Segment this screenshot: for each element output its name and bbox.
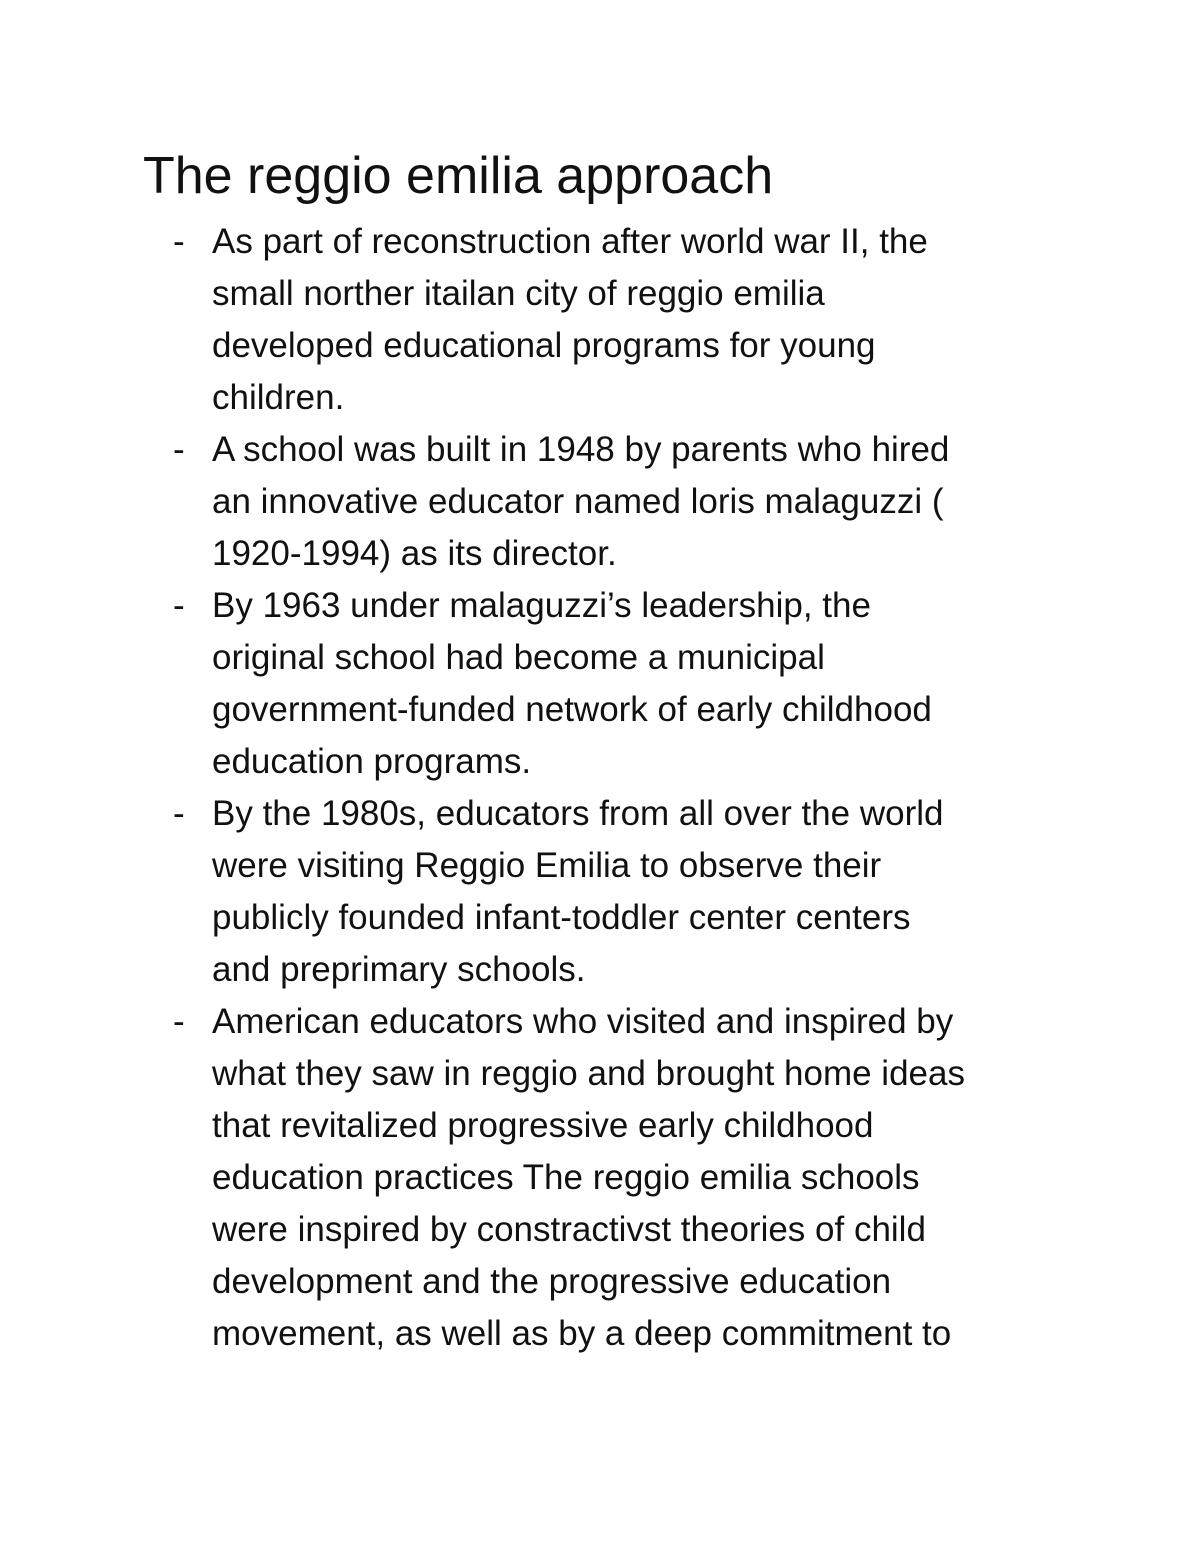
bullet-text [212,424,1073,580]
text-line: and preprimary schools. [212,950,586,989]
text-line: government-funded network of early childhood [212,690,932,729]
bullet-dash-marker: - [173,430,185,469]
text-line: publicly founded infant-toddler center centers [212,898,911,937]
bullet-dash-marker: - [173,222,185,261]
text-line: American educators who visited and inspired by [212,1002,954,1041]
text-line: children. [212,378,345,417]
bullet-list [173,216,1073,1360]
text-line: developed educational programs for young [212,326,876,365]
text-line: that revitalized progressive early childhood [212,1106,874,1145]
bullet-item [173,996,1073,1360]
text-line: As part of reconstruction after world war II, the [212,222,928,261]
bullet-item [173,216,1073,424]
text-line: original school had become a municipal [212,638,825,677]
text-line: an innovative educator named loris malaguzzi ( [212,482,944,521]
bullet-dash-marker: - [173,1002,185,1041]
bullet-item [173,424,1073,580]
text-line: 1920-1994) as its director. [212,534,617,573]
bullet-text [212,788,1073,996]
text-line: education programs. [212,742,532,781]
text-line: what they saw in reggio and brought home ideas [212,1054,965,1093]
bullet-text [212,216,1073,424]
document-title: The reggio emilia approach [143,147,774,205]
bullet-dash-marker: - [173,794,185,833]
text-line: were inspired by constractivst theories of child [212,1210,926,1249]
text-line: A school was built in 1948 by parents who hired [212,430,950,469]
text-line: were visiting Reggio Emilia to observe their [212,846,882,885]
text-line: By 1963 under malaguzzi’s leadership, the [212,586,871,625]
bullet-item [173,580,1073,788]
bullet-text [212,580,1073,788]
bullet-text [212,996,1073,1360]
text-line: education practices The reggio emilia schools [212,1158,920,1197]
text-line: development and the progressive education [212,1262,892,1301]
text-line: small norther itailan city of reggio emilia [212,274,825,313]
text-line: movement, as well as by a deep commitment to [212,1314,952,1353]
text-line: By the 1980s, educators from all over the world [212,794,944,833]
bullet-dash-marker: - [173,586,185,625]
bullet-item [173,788,1073,996]
